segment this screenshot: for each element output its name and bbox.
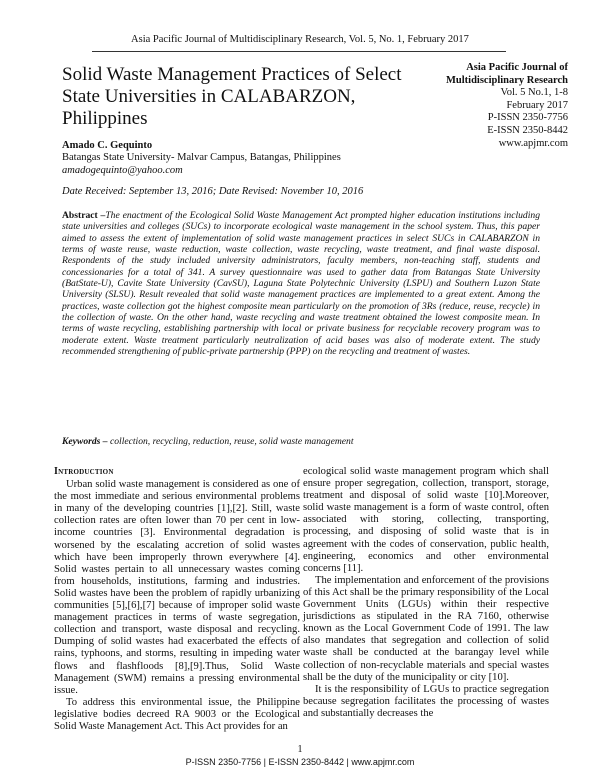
page-number: 1: [297, 744, 303, 755]
journal-name-line1: Asia Pacific Journal of: [466, 62, 568, 73]
running-header: Asia Pacific Journal of Multidisciplinary Research, Vol. 5, No. 1, February 2017: [131, 34, 469, 45]
header-rule: [92, 51, 506, 52]
author-email: amadogequinto@yahoo.com: [62, 164, 183, 176]
journal-date: February 2017: [506, 99, 568, 111]
journal-volume: Vol. 5 No.1, 1-8: [500, 87, 568, 99]
left-column: [54, 466, 300, 733]
journal-name-line2: Multidisciplinary Research: [445, 74, 568, 86]
journal-eissn: E-ISSN 2350-8442: [487, 124, 568, 136]
paper-title: Solid Waste Management Practices of Select State Universities in CALABARZON, Philippines: [62, 64, 402, 129]
journal-pissn: P-ISSN 2350-7756: [487, 112, 568, 124]
body-paragraph: ecological solid waste management program which shall ensure proper segregation, collection, transport, storage, treatment and disposal of solid waste [10].Moreover, solid waste management is a form of waste control, often associated with storing, collecting, transporting, processing, and disposing of solid waste that is in agreement with the codes of conservation, public health, engineering, economics and other environmental concerns [11].: [303, 466, 549, 574]
body-paragraph: It is the responsibility of LGUs to practice segregation because segregation facilitates the processing of wastes and substantially decreases the: [303, 683, 549, 719]
date-received-revised: Date Received: September 13, 2016; Date Revised: November 10, 2016: [62, 186, 364, 197]
keywords: [62, 436, 540, 447]
page-footer: P-ISSN 2350-7756 | E-ISSN 2350-8442 | www.apjmr.com: [185, 757, 415, 767]
keywords-label: Keywords –: [62, 436, 108, 447]
abstract: [62, 210, 540, 357]
body-paragraph: Urban solid waste management is considered as one of the most immediate and serious environmental problems in many of the developing countries [1],[2]. Still, waste collection rates are often lower than 70 per cent in low-income countries [3]. Environmental degradation is worsened by the escalating accretion of solid wastes which have been improperly thrown everywhere [4]. Solid wastes pertain to all unnecessary wastes coming from households, institutions, farming and industries. Solid wastes have been the problem of rapidly urbanizing communities [5],[6],[7] because of improper solid waste management practices in terms of waste segregation, collection and transport, waste disposal and recycling. Dumping of solid wastes had exacerbated the effects of rains, typhoons, and storms, resulting in impeding water flows and flashfloods [8],[9].Thus, Solid Waste Management (SWM) remains a pressing environmental issue.: [54, 479, 300, 696]
keywords-text: collection, recycling, reduction, reuse, solid waste management: [107, 436, 354, 447]
abstract-text: The enactment of the Ecological Solid Waste Management Act prompted higher education institutions including state universities and colleges (SUCs) to incorporate ecological waste management in the school system. Thus, this paper aimed to assess the extent of implementation of solid waste management practices in select SUCs in CALABARZON in terms of waste reuse, waste reduction, waste collection, waste recycling, waste treatment, and final waste disposal. Respondents of the study included university administrators, faculty members, non-teaching staff, students and concessionaries for a total of 341. A survey questionnaire was used to gather data from Batangas State University (BatState-U), Cavite State University (CavSU), Laguna State Polytechnic University (LSPU) and Southern Luzon State University (SLSU). Result revealed that solid waste management practices are implemented to a great extent. Among the practices, waste collection got the highest composite mean particularly on the promotion of 3Rs (reduce, reuse, recycle) in the collection of waste. On the other hand, waste recycling and waste treatment obtained the lowest composite mean. In terms of waste recycling, establishing partnership with local or private business for recyclable recovery program was to moderate extent. Waste treatment particularly neutralization of acid bases was also of moderate extent. The study recommended strengthening of public-private partnership (PPP) on the recycling and treatment of wastes.: [62, 210, 540, 358]
section-heading-introduction: Introduction: [54, 466, 114, 477]
journal-website: www.apjmr.com: [498, 137, 568, 149]
abstract-label: Abstract –: [62, 210, 106, 221]
journal-info: [408, 62, 568, 150]
author-name: Amado C. Gequinto: [62, 140, 153, 151]
body-paragraph: The implementation and enforcement of the provisions of this Act shall be the primary responsibility of the Local Government Units (LGUs) within their respective jurisdictions as stipulated in the RA 7160, otherwise known as the Local Government Code of 1991. The law also mandates that segregation and collection of solid waste shall be conducted at the barangay level while collection of non-recyclable materials and special wastes shall be the duty of the municipality or city [10].: [303, 574, 549, 683]
right-column: [303, 466, 549, 720]
author-affiliation: Batangas State University- Malvar Campus, Batangas, Philippines: [62, 152, 341, 164]
author-block: [62, 140, 392, 177]
body-paragraph: To address this environmental issue, the Philippine legislative bodies decreed RA 9003 or the Ecological Solid Waste Management Act. This Act provides for an: [54, 696, 300, 732]
